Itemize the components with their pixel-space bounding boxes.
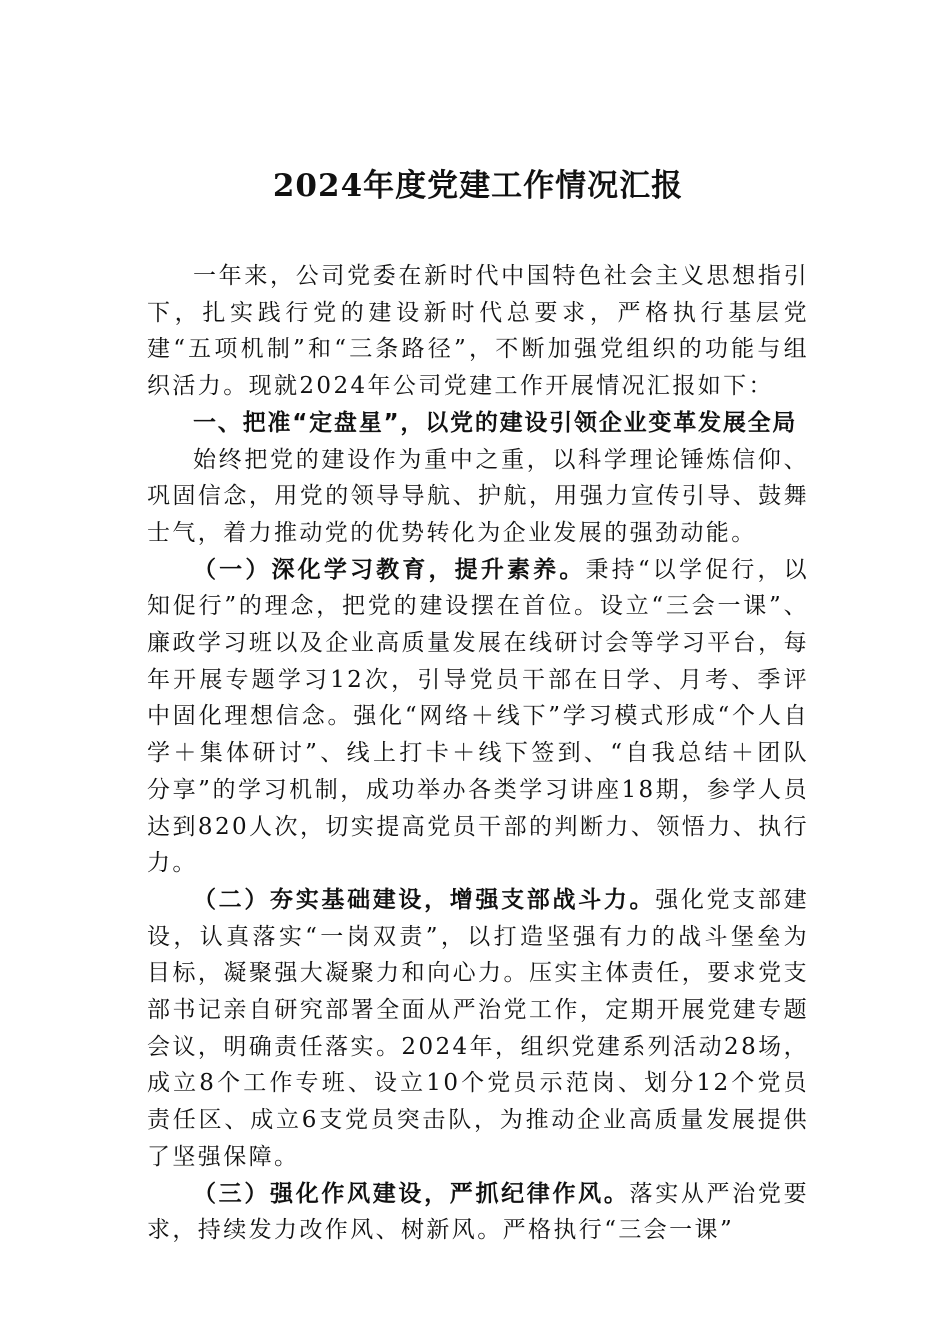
section-1-body: 始终把党的建设作为重中之重，以科学理论锤炼信仰、巩固信念，用党的领导导航、护航，用强力宣传引导、鼓舞士气，着力推动党的优势转化为企业发展的强劲动能。 bbox=[147, 446, 809, 546]
subsection-1-text: 秉持“以学促行，以知促行”的理念，把党的建设摆在首位。设立“三会一课”、廉政学习班以及企业高质量发展在线研讨会等学习平台，每年开展专题学习12次，引导党员干部在日学、月考、季评中固化理想信念。强化“网络＋线下”学习模式形成“个人自学＋集体研讨”、线上打卡＋线下签到、“自我总结＋团队分享”的学习机制，成功举办各类学习讲座18期，参学人员达到820人次，切实提高党员干部的判断力、领悟力、执行力。 bbox=[147, 556, 810, 877]
subsection-2 bbox=[147, 882, 809, 1176]
section-heading-1: 一、把准“定盘星”，以党的建设引领企业变革发展全局 bbox=[193, 409, 798, 436]
intro-paragraph: 一年来，公司党委在新时代中国特色社会主义思想指引下，扎实践行党的建设新时代总要求，严格执行基层党建“五项机制”和“三条路径”，不断加强党组织的功能与组织活力。现就2024年公司党建工作开展情况汇报如下： bbox=[147, 263, 809, 400]
document-title: 2024年度党建工作情况汇报 bbox=[272, 168, 684, 204]
subsection-1-lead: （一）深化学习教育，提升素养。 bbox=[193, 555, 586, 583]
subsection-3-lead: （三）强化作风建设，严抓纪律作风。 bbox=[193, 1179, 630, 1207]
subsection-2-lead: （二）夯实基础建设，增强支部战斗力。 bbox=[193, 885, 656, 913]
subsection-3-text: 落实从严治党要求，持续发力改作风、树新风。严格执行“三会一课” bbox=[147, 1180, 809, 1244]
subsection-3 bbox=[147, 1176, 809, 1249]
document-body bbox=[147, 162, 809, 1249]
subsection-2-text: 强化党支部建设，认真落实“一岗双责”，以打造坚强有力的战斗堡垒为目标，凝聚强大凝聚力和向心力。压实主体责任，要求党支部书记亲自研究部署全面从严治党工作，定期开展党建专题会议，明确责任落实。2024年，组织党建系列活动28场，成立8个工作专班、设立10个党员示范岗、划分12个党员责任区、成立6支党员突击队，为推动企业高质量发展提供了坚强保障。 bbox=[147, 886, 809, 1170]
subsection-1 bbox=[147, 552, 809, 882]
